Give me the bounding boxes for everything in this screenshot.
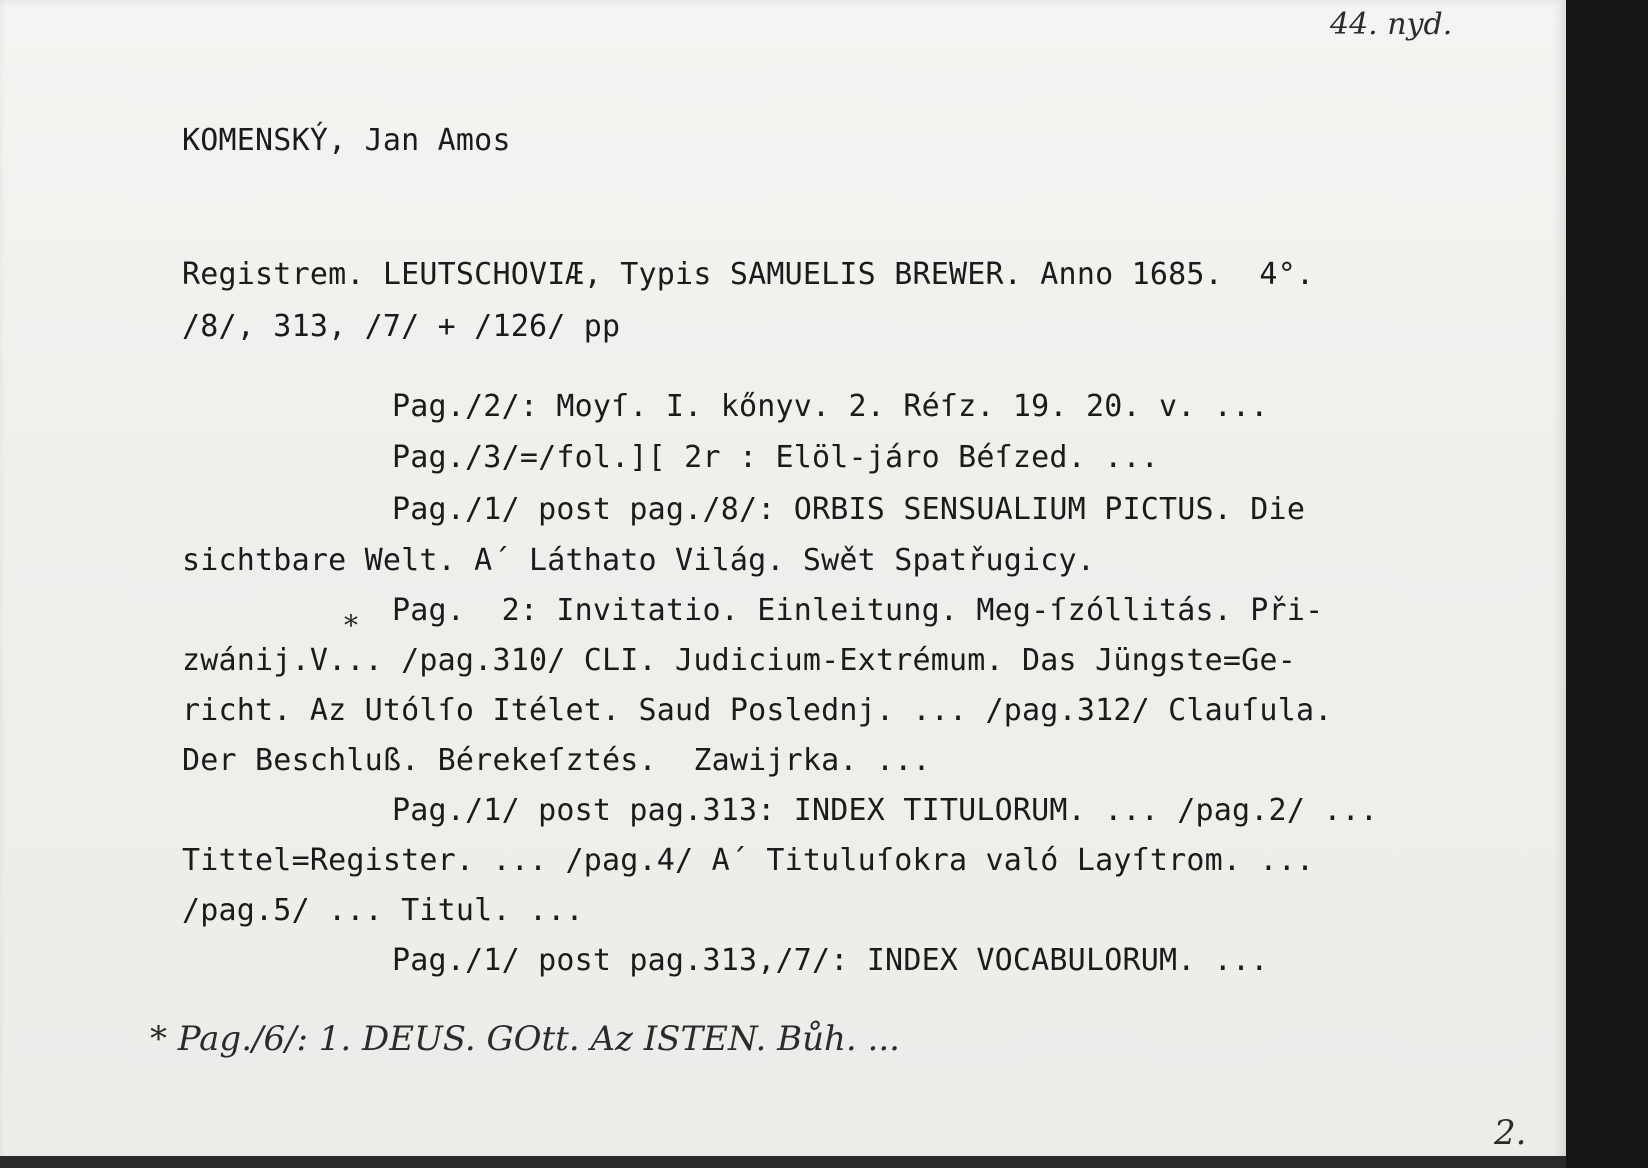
shelf-mark: 44. nyd. <box>1330 7 1453 42</box>
note-line: Pag./1/ post pag.313: INDEX TITULORUM. ... /pag.2/ ... <box>392 793 1379 828</box>
card-number: 2. <box>1494 1113 1527 1153</box>
note-line: Pag./2/: Moyſ. I. kőnyv. 2. Réſz. 19. 20. v. ... <box>392 389 1269 424</box>
note-line: /pag.5/ ... Titul. ... <box>182 893 584 928</box>
note-line: richt. Az Utólſo Itélet. Saud Poslednj. ... /pag.312/ Clauſula. <box>182 693 1333 728</box>
author-heading: KOMENSKÝ, Jan Amos <box>182 123 511 158</box>
handwritten-note: * Pag./6/: 1. DEUS. GOtt. Az ISTEN. Bůh. ... <box>150 1019 900 1059</box>
note-line: Pag./3/=/fol.][ 2r : Elöl-járo Béſzed. ... <box>392 440 1159 475</box>
imprint-line-1: Registrem. LEUTSCHOVIÆ, Typis SAMUELIS BREWER. Anno 1685. 4°. <box>182 257 1315 292</box>
note-line: Pag./1/ post pag./8/: ORBIS SENSUALIUM PICTUS. Die <box>392 492 1306 527</box>
note-line: sichtbare Welt. A´ Láthato Világ. Swět Spatřugicy. <box>182 543 1096 578</box>
scan-border-bottom <box>0 1156 1566 1168</box>
imprint-line-2: /8/, 313, /7/ + /126/ pp <box>182 309 621 344</box>
note-line: Pag./1/ post pag.313,/7/: INDEX VOCABULORUM. ... <box>392 943 1269 978</box>
note-line: Pag. 2: Invitatio. Einleitung. Meg-ſzóllitás. Při- <box>392 593 1324 628</box>
asterisk-mark: * <box>344 609 358 642</box>
note-line: Der Beschluß. Bérekeſztés. Zawijrka. ... <box>182 743 931 778</box>
scan-border-right <box>1566 0 1648 1168</box>
note-line: zwánij.V... /pag.310/ CLI. Judicium-Extrémum. Das Jüngste=Ge- <box>182 643 1296 678</box>
note-line: Tittel=Register. ... /pag.4/ A´ Tituluſokra való Layſtrom. ... <box>182 843 1315 878</box>
